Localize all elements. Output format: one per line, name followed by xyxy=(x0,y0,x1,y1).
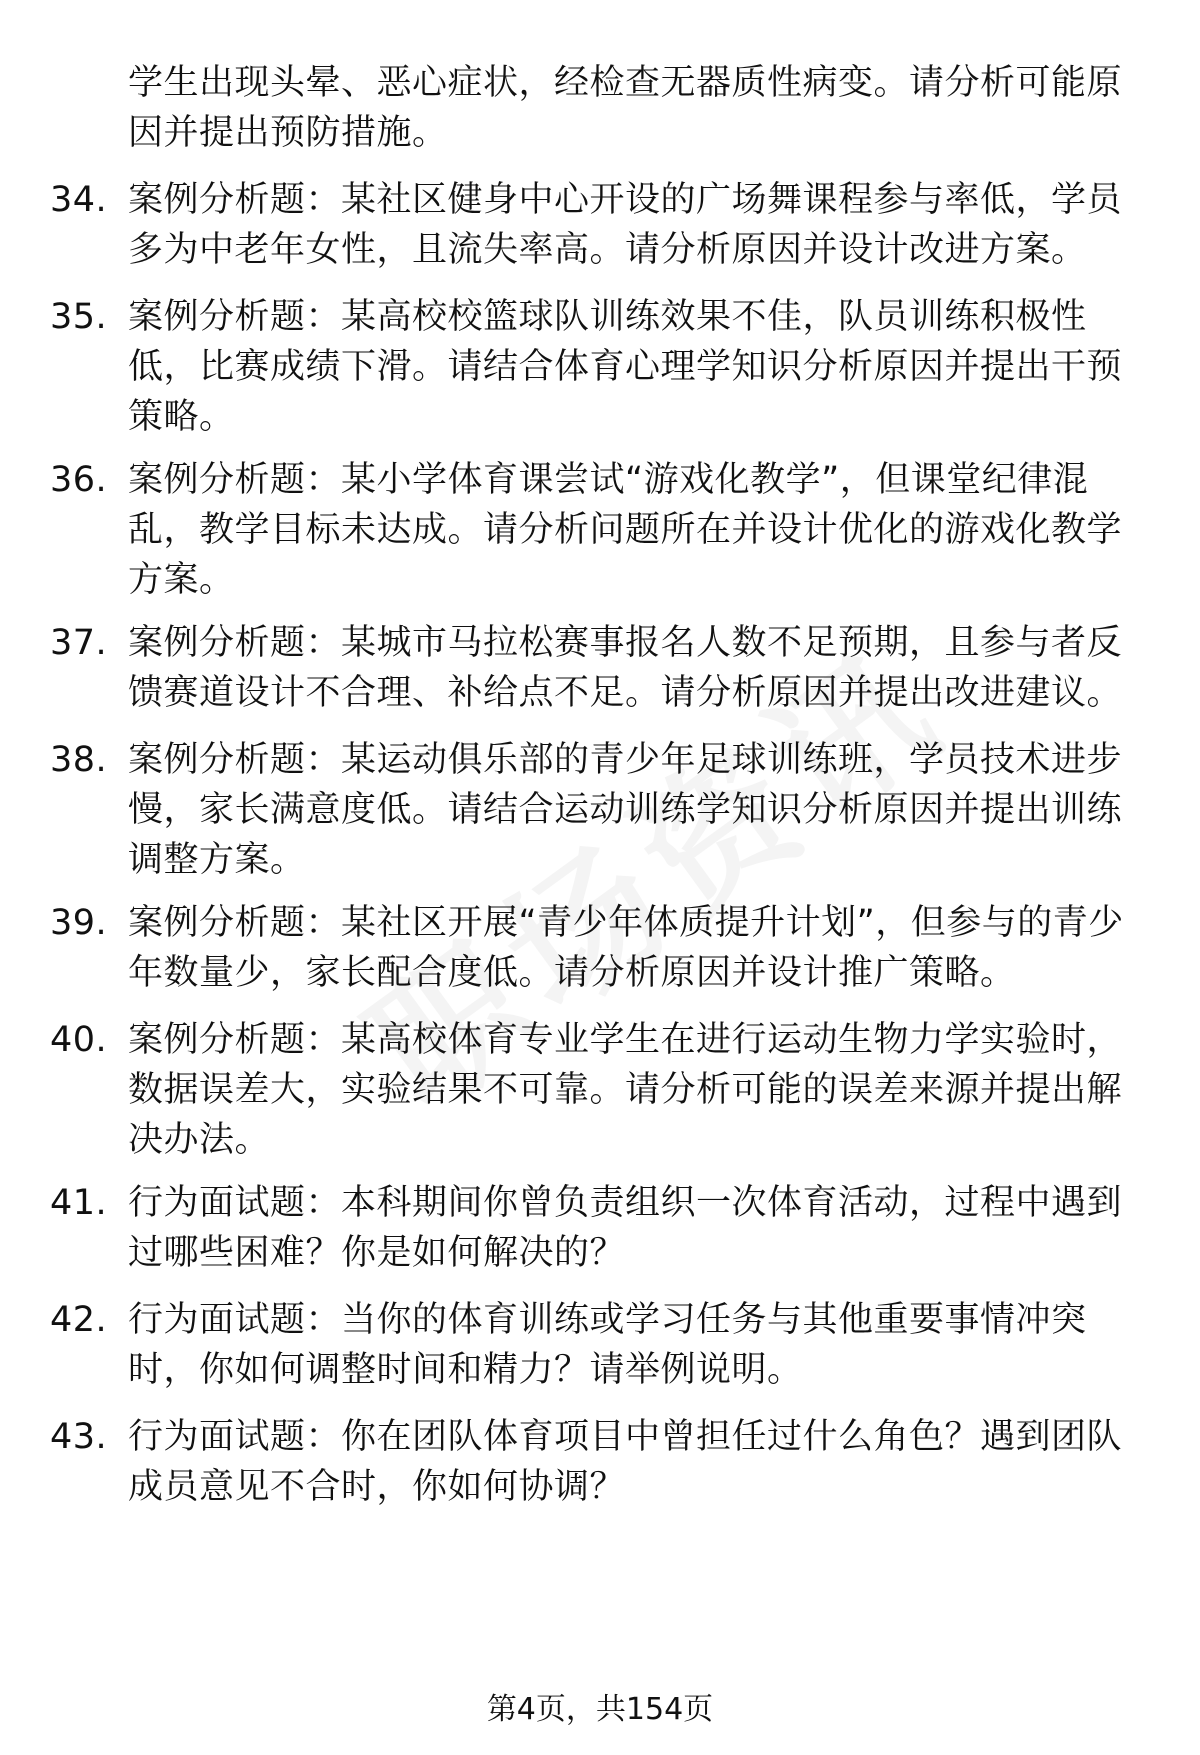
question-text: 案例分析题：某高校校篮球队训练效果不佳，队员训练积极性低，比赛成绩下滑。请结合体育心理学知识分析原因并提出干预策略。 xyxy=(128,297,1123,437)
question-text: 行为面试题：你在团队体育项目中曾担任过什么角色？遇到团队成员意见不合时，你如何协调？ xyxy=(128,1417,1123,1507)
question-number: 40. xyxy=(50,1020,108,1060)
question-text: 案例分析题：某城市马拉松赛事报名人数不足预期，且参与者反馈赛道设计不合理、补给点不足。请分析原因并提出改进建议。 xyxy=(128,623,1123,713)
question-number: 41. xyxy=(50,1183,108,1223)
question-number: 35. xyxy=(50,297,108,337)
question-33-continuation: 学生出现头晕、恶心症状，经检查无器质性病变。请分析可能原因并提出预防措施。 xyxy=(128,63,1123,153)
question-number: 38. xyxy=(50,740,108,780)
question-number: 42. xyxy=(50,1300,108,1340)
question-number: 36. xyxy=(50,460,108,500)
question-text: 案例分析题：某社区开展“青少年体质提升计划”，但参与的青少年数量少，家长配合度低。请分析原因并设计推广策略。 xyxy=(128,903,1124,993)
question-text: 案例分析题：某小学体育课尝试“游戏化教学”，但课堂纪律混乱，教学目标未达成。请分析问题所在并设计优化的游戏化教学方案。 xyxy=(128,460,1123,600)
question-text: 行为面试题：当你的体育训练或学习任务与其他重要事情冲突时，你如何调整时间和精力？请举例说明。 xyxy=(128,1300,1087,1390)
question-number: 34. xyxy=(50,180,108,220)
page-footer: 第4页，共154页 xyxy=(486,1692,714,1727)
question-text: 案例分析题：某高校体育专业学生在进行运动生物力学实验时，数据误差大，实验结果不可靠。请分析可能的误差来源并提出解决办法。 xyxy=(128,1020,1123,1160)
question-number: 37. xyxy=(50,623,108,663)
question-text: 行为面试题：本科期间你曾负责组织一次体育活动，过程中遇到过哪些困难？你是如何解决的？ xyxy=(128,1183,1123,1273)
question-number: 39. xyxy=(50,903,108,943)
question-text: 案例分析题：某社区健身中心开设的广场舞课程参与率低，学员多为中老年女性，且流失率高。请分析原因并设计改进方案。 xyxy=(128,180,1123,270)
question-text: 案例分析题：某运动俱乐部的青少年足球训练班，学员技术进步慢，家长满意度低。请结合运动训练学知识分析原因并提出训练调整方案。 xyxy=(128,740,1123,880)
question-number: 43. xyxy=(50,1417,108,1457)
